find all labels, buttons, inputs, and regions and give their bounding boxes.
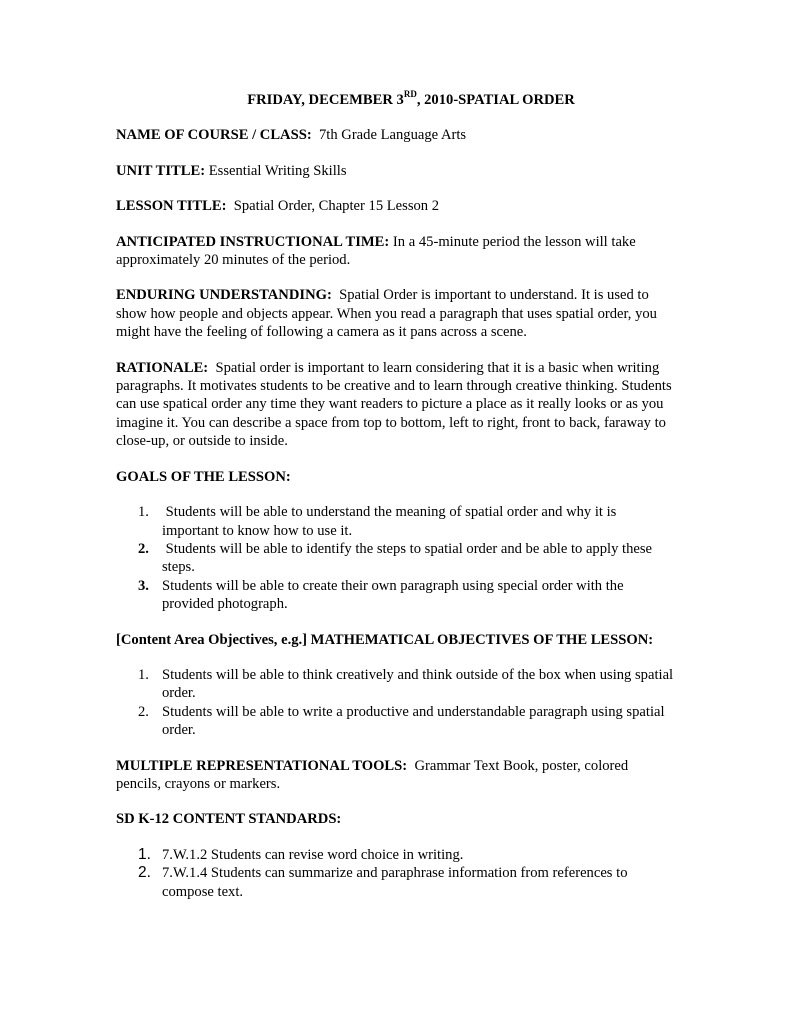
field-value: Essential Writing Skills	[205, 162, 347, 179]
field-value: In a 45-minute period the lesson will take approximately 20 minutes of the period.	[116, 233, 640, 269]
list-number: 1.	[138, 666, 149, 683]
list-text: Students will be able to identify the steps to spatial order and be able to apply these steps.	[162, 540, 656, 576]
field-label: ENDURING UNDERSTANDING:	[116, 287, 332, 304]
list-item	[116, 703, 676, 740]
list-text: Students will be able to write a productive and understandable paragraph using spatial order.	[162, 703, 665, 739]
field-lesson-title	[116, 197, 676, 215]
field-label: UNIT TITLE:	[116, 162, 206, 179]
objectives-list	[116, 666, 676, 740]
field-tools	[116, 757, 676, 794]
title-rest: , 2010-SPATIAL ORDER	[416, 92, 575, 108]
field-instructional-time	[116, 233, 676, 270]
page-title	[116, 91, 676, 109]
field-course	[116, 126, 676, 144]
list-text: Students will be able to understand the meaning of spatial order and why it is important to know how to use it.	[162, 504, 621, 539]
field-label: ANTICIPATED INSTRUCTIONAL TIME:	[116, 233, 390, 250]
goals-list	[116, 503, 676, 613]
document-page	[116, 91, 676, 918]
list-item	[116, 666, 676, 703]
field-value: 7th Grade Language Arts	[311, 127, 467, 144]
field-label: LESSON TITLE:	[116, 198, 227, 215]
field-rationale	[116, 359, 676, 451]
field-unit-title	[116, 162, 676, 180]
list-text: 7.W.1.4 Students can summarize and paraphrase information from references to compose text.	[162, 865, 628, 900]
standards-heading: SD K-12 CONTENT STANDARDS:	[116, 811, 342, 828]
list-item	[116, 864, 676, 901]
title-main: FRIDAY, DECEMBER 3	[247, 92, 404, 108]
list-number: 2.	[138, 703, 149, 720]
field-value: Spatial Order is important to understand. It is used to show how people and objects appear. When you read a paragraph that uses spatial order, you might have the feeling of following a camera as it pans across a scene.	[116, 287, 661, 341]
list-number: 2.	[138, 864, 151, 882]
standards-list	[116, 846, 676, 901]
field-enduring-understanding	[116, 286, 676, 341]
field-value: Spatial order is important to learn considering that it is a basic when writing paragraphs. It motivates students to be creative and to learn through creative thinking. Students can use spatical order any time they want readers to picture a place as it really looks or as you imagine it. You can describe a space from top to bottom, left to right, front to back, faraway to close-up, or outside to inside.	[116, 359, 676, 450]
goals-heading: GOALS OF THE LESSON:	[116, 468, 291, 485]
field-label: NAME OF COURSE / CLASS:	[116, 127, 312, 144]
list-text: 7.W.1.2 Students can revise word choice in writing.	[162, 846, 464, 863]
title-superscript: RD	[403, 89, 417, 100]
list-item	[116, 503, 676, 540]
list-number: 1.	[138, 845, 151, 863]
field-value: Grammar Text Book, poster, colored pencils, crayons or markers.	[116, 757, 632, 792]
list-number: 2.	[138, 540, 149, 557]
list-item	[116, 540, 676, 577]
list-number: 3.	[138, 577, 149, 594]
objectives-heading: [Content Area Objectives, e.g.] MATHEMATICAL OBJECTIVES OF THE LESSON:	[116, 631, 654, 648]
list-item	[116, 846, 676, 864]
list-text: Students will be able to create their own paragraph using special order with the provided photograph.	[162, 577, 624, 613]
field-label: MULTIPLE REPRESENTATIONAL TOOLS:	[116, 757, 408, 774]
list-number: 1.	[138, 504, 149, 521]
list-item	[116, 577, 676, 614]
field-label: RATIONALE:	[116, 359, 209, 376]
field-value: Spatial Order, Chapter 15 Lesson 2	[226, 198, 440, 215]
list-text: Students will be able to think creatively and think outside of the box when using spatial order.	[162, 666, 674, 702]
